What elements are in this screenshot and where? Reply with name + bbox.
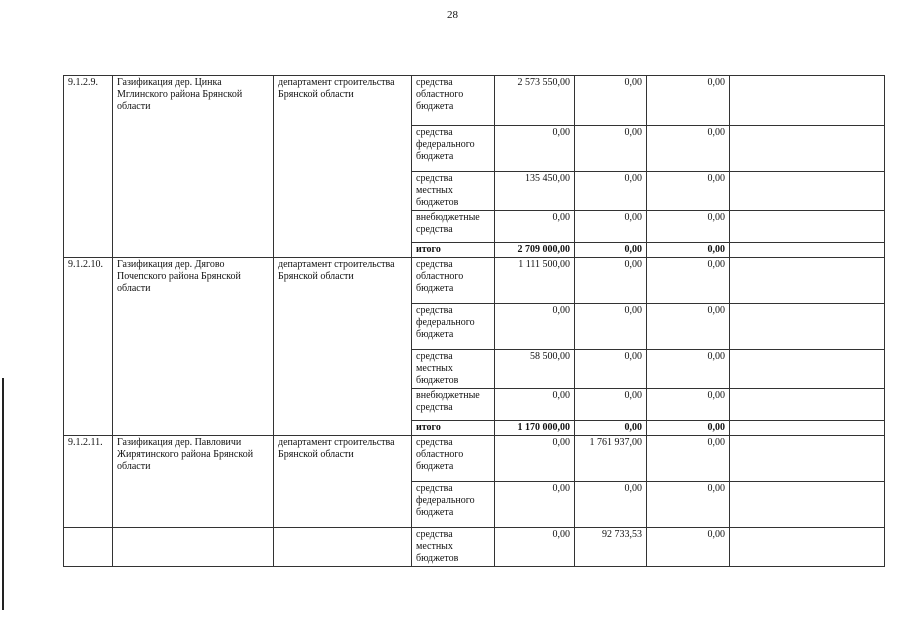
empty-cell xyxy=(730,350,885,389)
item-code-cell: 9.1.2.10. xyxy=(64,258,113,436)
value-2-cell: 0,00 xyxy=(575,172,647,211)
value-3-cell: 0,00 xyxy=(647,528,730,567)
funding-source-cell: средства местных бюджетов xyxy=(412,350,495,389)
item-code-cell: 9.1.2.11. xyxy=(64,436,113,528)
value-1-cell: 0,00 xyxy=(495,126,575,172)
value-2-cell: 92 733,53 xyxy=(575,528,647,567)
value-1-cell: 0,00 xyxy=(495,304,575,350)
value-2-cell: 0,00 xyxy=(575,211,647,243)
empty-cell xyxy=(730,304,885,350)
value-2-cell: 0,00 xyxy=(575,350,647,389)
empty-cell xyxy=(730,243,885,258)
item-name-cell: Газификация дер. Цинка Мглинского района Брянской области xyxy=(113,76,274,258)
value-3-cell: 0,00 xyxy=(647,482,730,528)
funding-source-cell: средства федерального бюджета xyxy=(412,304,495,350)
value-1-cell: 2 709 000,00 xyxy=(495,243,575,258)
empty-cell xyxy=(730,389,885,421)
funding-source-cell: средства областного бюджета xyxy=(412,258,495,304)
value-1-cell: 58 500,00 xyxy=(495,350,575,389)
value-2-cell: 0,00 xyxy=(575,421,647,436)
table-row xyxy=(64,436,885,482)
executor-cell xyxy=(274,528,412,567)
table-row xyxy=(64,528,885,567)
value-3-cell: 0,00 xyxy=(647,258,730,304)
budget-table xyxy=(63,75,885,567)
empty-cell xyxy=(730,436,885,482)
executor-cell: департамент строительства Брянской области xyxy=(274,436,412,528)
value-1-cell: 0,00 xyxy=(495,389,575,421)
funding-source-cell: итого xyxy=(412,421,495,436)
value-3-cell: 0,00 xyxy=(647,172,730,211)
value-3-cell: 0,00 xyxy=(647,126,730,172)
item-name-cell: Газификация дер. Дягово Почепского района Брянской области xyxy=(113,258,274,436)
value-2-cell: 1 761 937,00 xyxy=(575,436,647,482)
value-3-cell: 0,00 xyxy=(647,389,730,421)
empty-cell xyxy=(730,76,885,126)
value-1-cell: 0,00 xyxy=(495,482,575,528)
value-1-cell: 1 170 000,00 xyxy=(495,421,575,436)
value-1-cell: 0,00 xyxy=(495,211,575,243)
value-3-cell: 0,00 xyxy=(647,350,730,389)
value-3-cell: 0,00 xyxy=(647,76,730,126)
funding-source-cell: внебюджетные средства xyxy=(412,389,495,421)
funding-source-cell: средства местных бюджетов xyxy=(412,172,495,211)
value-3-cell: 0,00 xyxy=(647,211,730,243)
value-1-cell: 0,00 xyxy=(495,436,575,482)
funding-source-cell: средства федерального бюджета xyxy=(412,126,495,172)
empty-cell xyxy=(730,421,885,436)
value-2-cell: 0,00 xyxy=(575,389,647,421)
funding-source-cell: средства местных бюджетов xyxy=(412,528,495,567)
value-2-cell: 0,00 xyxy=(575,482,647,528)
scan-edge-mark xyxy=(2,378,4,610)
value-2-cell: 0,00 xyxy=(575,243,647,258)
value-2-cell: 0,00 xyxy=(575,258,647,304)
funding-source-cell: итого xyxy=(412,243,495,258)
value-1-cell: 0,00 xyxy=(495,528,575,567)
empty-cell xyxy=(730,482,885,528)
funding-source-cell: средства областного бюджета xyxy=(412,436,495,482)
empty-cell xyxy=(730,126,885,172)
empty-cell xyxy=(730,528,885,567)
value-2-cell: 0,00 xyxy=(575,126,647,172)
item-code-cell xyxy=(64,528,113,567)
item-name-cell: Газификация дер. Павловичи Жирятинского района Брянской области xyxy=(113,436,274,528)
page-number: 28 xyxy=(447,9,458,21)
table-row xyxy=(64,76,885,126)
value-2-cell: 0,00 xyxy=(575,304,647,350)
empty-cell xyxy=(730,211,885,243)
value-3-cell: 0,00 xyxy=(647,436,730,482)
executor-cell: департамент строительства Брянской области xyxy=(274,258,412,436)
funding-source-cell: средства областного бюджета xyxy=(412,76,495,126)
item-name-cell xyxy=(113,528,274,567)
executor-cell: департамент строительства Брянской области xyxy=(274,76,412,258)
value-3-cell: 0,00 xyxy=(647,304,730,350)
empty-cell xyxy=(730,172,885,211)
funding-source-cell: средства федерального бюджета xyxy=(412,482,495,528)
funding-source-cell: внебюджетные средства xyxy=(412,211,495,243)
value-3-cell: 0,00 xyxy=(647,243,730,258)
value-1-cell: 135 450,00 xyxy=(495,172,575,211)
empty-cell xyxy=(730,258,885,304)
value-3-cell: 0,00 xyxy=(647,421,730,436)
value-1-cell: 2 573 550,00 xyxy=(495,76,575,126)
value-2-cell: 0,00 xyxy=(575,76,647,126)
value-1-cell: 1 111 500,00 xyxy=(495,258,575,304)
table-row xyxy=(64,258,885,304)
item-code-cell: 9.1.2.9. xyxy=(64,76,113,258)
